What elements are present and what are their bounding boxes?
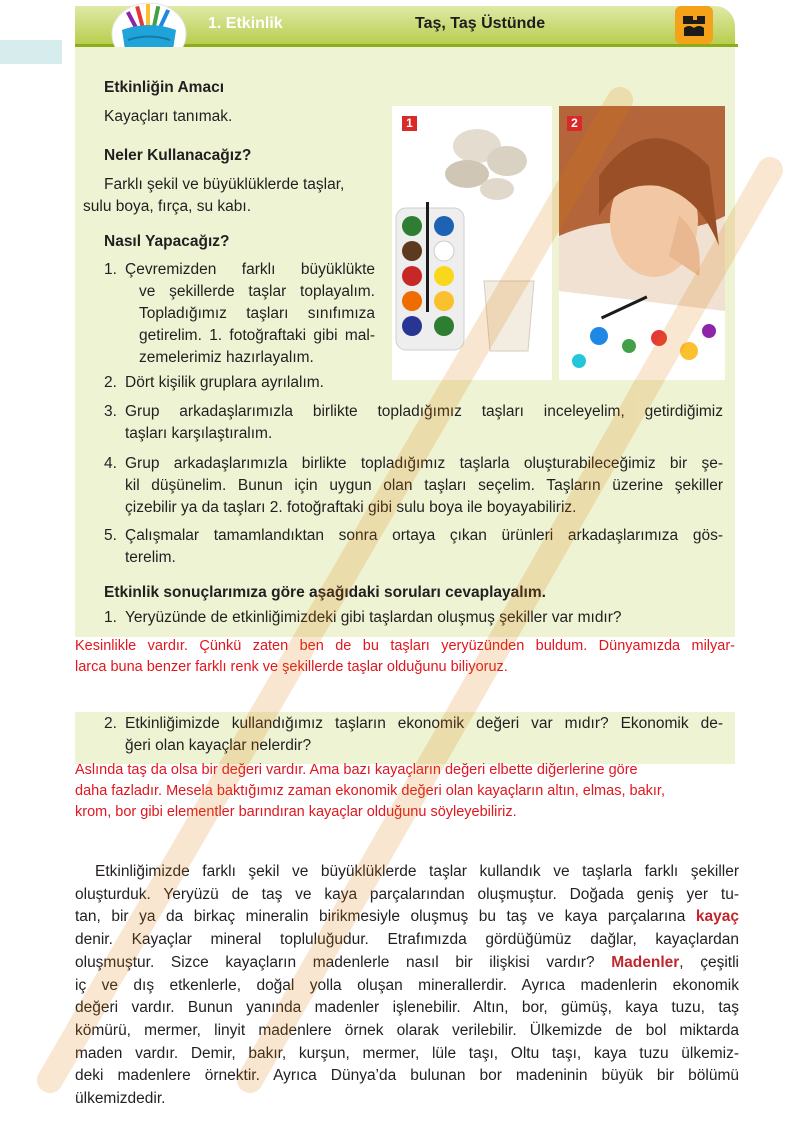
term-madenler: Madenler [611, 953, 680, 971]
step-1: Çevremizden farklı büyüklükte ve şekillerde taşlar toplayalım. Topladığımız taşları sınıfımıza getirelim. 1. fotoğraftaki gibi mal- zemelerimiz hazırlayalım. [125, 261, 375, 366]
answer-2: Aslında taş da olsa bir değeri vardır. Ama bazı kayaçların değeri elbette diğerlerine göre daha fazladır. Mesela baktığımız zaman ekonomik değeri olan kayaçların altın, elmas, bakır, krom, bor gibi elementler barındıran kayaçlar olduğunu söyleyebiliriz. [75, 762, 665, 820]
step-3-number: 3. [104, 403, 117, 420]
topic-title: Taş, Taş Üstünde [415, 15, 546, 32]
step-4-number: 4. [104, 455, 117, 472]
side-tab [0, 40, 62, 64]
term-kayac: kayaç [695, 908, 739, 926]
procedure-heading: Nasıl Yapacağız? [104, 233, 230, 250]
answer-1: Kesinlikle vardır. Çünkü zaten ben de bu taşları yeryüzünden buldum. Dünyamızda milyar- larca buna benzer farklı renk ve şekillerde taşlar olduğunu biliyoruz. [75, 638, 735, 675]
paragraph-line-3: tan, bir ya da birkaç mineralin birikmesiyle oluşmuş bu taş ve kaya parçalarına kayaç [75, 908, 739, 926]
photo-1-badge: 1 [402, 116, 417, 131]
question-2: Etkinliğimizde kullandığımız taşların ekonomik değeri var mıdır? Ekonomik de- ğeri olan kayaçlar nelerdir? [125, 715, 723, 754]
activity-label: 1. Etkinlik [208, 15, 283, 32]
purpose-heading: Etkinliğin Amacı [104, 79, 225, 96]
hands-icon [675, 6, 713, 44]
photo-2-badge: 2 [567, 116, 582, 131]
question-2-number: 2. [104, 715, 117, 732]
explanation-paragraph: Etkinliğimizde farklı şekil ve büyüklüklerde taşlar kullandık ve taşlarla farklı şekiller oluşturduk. Yeryüzü de taş ve kaya parçalarından oluşmuştur. Doğada geniş yer tu- tan, bir ya da birkaç mineralin birikmesiyle oluşmuş bu taş ve kaya parçalarına kayaç denir. Kayaçlar mineral topluluğudur. Etrafımızda gördüğümüz dağlar, kayaçlardan oluşmuştur. Sizce kayaçların madenlerle nasıl bir ilişkisi vardır? Madenler, çeşitli iç ve dış etkenlerle, doğal yolla oluşan minerallerdir. Ayrıca madenlerin ekonomik değeri vardır. Bunun yanında madenler işlenebilir. Altın, bor, gümüş, kaya tuzu, taş kömürü, mermer, linyit madenlere örnek olarak verilebilir. Ülkemizde de bol miktarda maden vardır. Demir, bakır, kurşun, mermer, lüle taşı, Oltu taşı, kaya tuzu ülkemiz- deki madenlere örnektir. Ayrıca Dünya’da bulunan bor madeninin büyük bir bölümü ülkemizdedir. [75, 863, 739, 1108]
question-1-number: 1. [104, 609, 117, 626]
purpose-text: Kayaçları tanımak. [104, 108, 233, 125]
results-heading: Etkinlik sonuçlarımıza göre aşağıdaki soruları cevaplayalım. [104, 584, 546, 601]
photo-child-painting [559, 106, 725, 380]
materials-heading: Neler Kullanacağız? [104, 147, 252, 164]
photo-materials [392, 106, 552, 380]
question-1: Yeryüzünde de etkinliğimizdeki gibi taşlardan oluşmuş şekiller var mıdır? [125, 609, 622, 626]
materials-line-2: sulu boya, fırça, su kabı. [83, 198, 252, 215]
paragraph-line-5: oluşmuştur. Sizce kayaçların madenlerle nasıl bir ilişkisi vardır? Madenler, çeşitli [75, 953, 739, 971]
step-4: Grup arkadaşlarımızla birlikte topladığımız taşlarla oluşturabileceğimiz bir şe- kil düşünelim. Bunun için uygun olan taşları seçelim. Taşların üzerine şekiller çizebilir ya da taşları 2. fotoğraftaki gibi sulu boya ile boyayabiliriz. [125, 455, 723, 516]
step-2: Dört kişilik gruplara ayrılalım. [125, 374, 324, 391]
step-5-number: 5. [104, 527, 117, 544]
step-5: Çalışmalar tamamlandıktan sonra ortaya çıkan ürünleri arkadaşlarımıza gös- terelim. [125, 527, 723, 566]
materials-line-1: Farklı şekil ve büyüklüklerde taşlar, [104, 176, 345, 193]
step-3: Grup arkadaşlarımızla birlikte topladığımız taşları inceleyelim, getirdiğimiz taşları karşılaştıralım. [125, 403, 723, 442]
step-1-number: 1. [104, 261, 117, 278]
step-2-number: 2. [104, 374, 117, 391]
